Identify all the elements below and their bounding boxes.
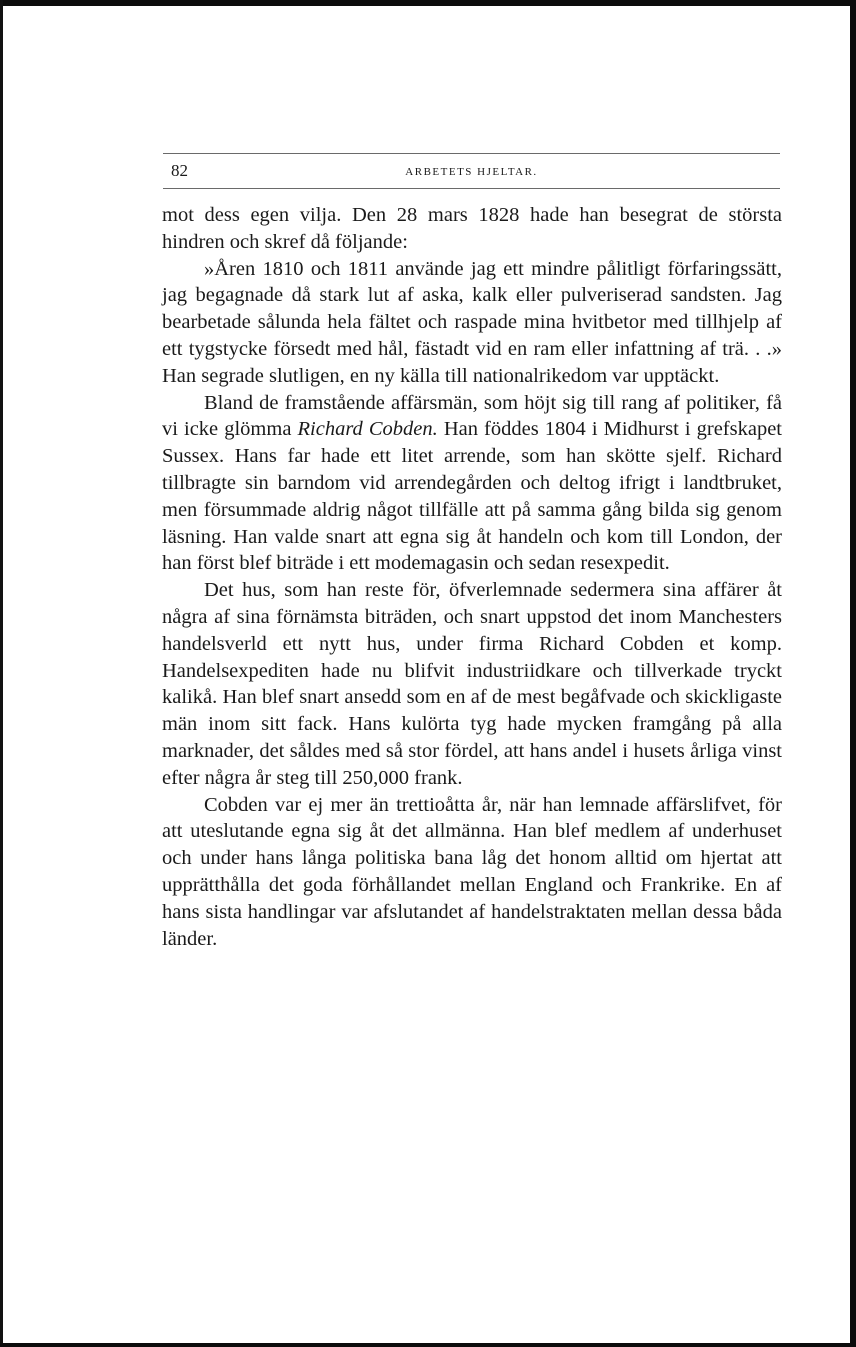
scan-edge-bottom (0, 1343, 856, 1347)
scan-edge-left (0, 0, 3, 1347)
paragraph-text: Det hus, som han reste för, öfverlemnade sedermera sina affärer åt några af sina förnämsta biträden, och snart uppstod det inom Manchesters handelsverld ett nytt hus, under firma Richard Cobden et komp. Handelsexpediten hade nu blifvit industriidkare och tillverkade tryckt kalikå. Han blef snart ansedd som en af de mest begåfvade och skickligaste män inom sitt fack. Hans kulörta tyg hade mycken framgång på alla marknader, det såldes med så stor fördel, att hans andel i husets årliga vinst efter några år steg till 250,000 frank. (162, 579, 782, 789)
paragraph-1 (162, 202, 782, 256)
paragraph-text: Han föddes 1804 i Midhurst i grefskapet Sussex. Hans far hade ett litet arrende, som han skötte sjelf. Richard tillbragte sin barndom vid arrendegården och deltog ifrigt i landtbruket, men försummade aldrig något tillfälle att på samma gång bilda sig genom läsning. Han valde snart att egna sig åt handeln och kom till London, der han först blef biträde i ett modemagasin och sedan resexpedit. (162, 418, 783, 575)
scan-edge-top (0, 0, 856, 6)
paragraph-text: mot dess egen vilja. Den 28 mars 1828 hade han besegrat de största hindren och skref då följande: (162, 204, 782, 253)
paragraph-4 (162, 577, 782, 791)
paragraph-text: Cobden var ej mer än trettioåtta år, när han lemnade affärslifvet, för att uteslutande egna sig åt det allmänna. Han blef medlem af underhuset och under hans långa politiska bana låg det honom alltid om hjertat att upprätthålla det goda förhållandet mellan England och Frankrike. En af hans sista handlingar var afslutandet af handelstraktaten mellan dessa båda länder. (162, 793, 782, 950)
paragraph-5 (162, 792, 782, 953)
running-head (163, 153, 780, 189)
paragraph-3 (162, 390, 782, 578)
paragraph-text: Bland de framstående affärsmän, som höjt sig till rang af politiker, få vi icke glömma (162, 391, 782, 441)
paragraph-2 (162, 256, 782, 390)
scan-edge-right (850, 0, 856, 1347)
running-title: ARBETETS HJELTAR. (405, 166, 538, 178)
paragraph-text: »Åren 1810 och 1811 använde jag ett mindre pålitligt förfaringssätt, jag begagnade då stark lut af aska, kalk eller pulveriserad sandsten. Jag bearbetade sålunda hela fältet och raspade mina hvitbetor med tillhjelp af ett tygstycke försedt med hål, fästadt vid en ram eller infattning af trä. . .» Han segrade slutligen, en ny källa till nationalrikedom var upptäckt. (162, 257, 782, 387)
page-number: 82 (171, 161, 188, 180)
body-text (162, 202, 782, 952)
person-name-emphasis: Richard Cobden. (297, 418, 438, 441)
